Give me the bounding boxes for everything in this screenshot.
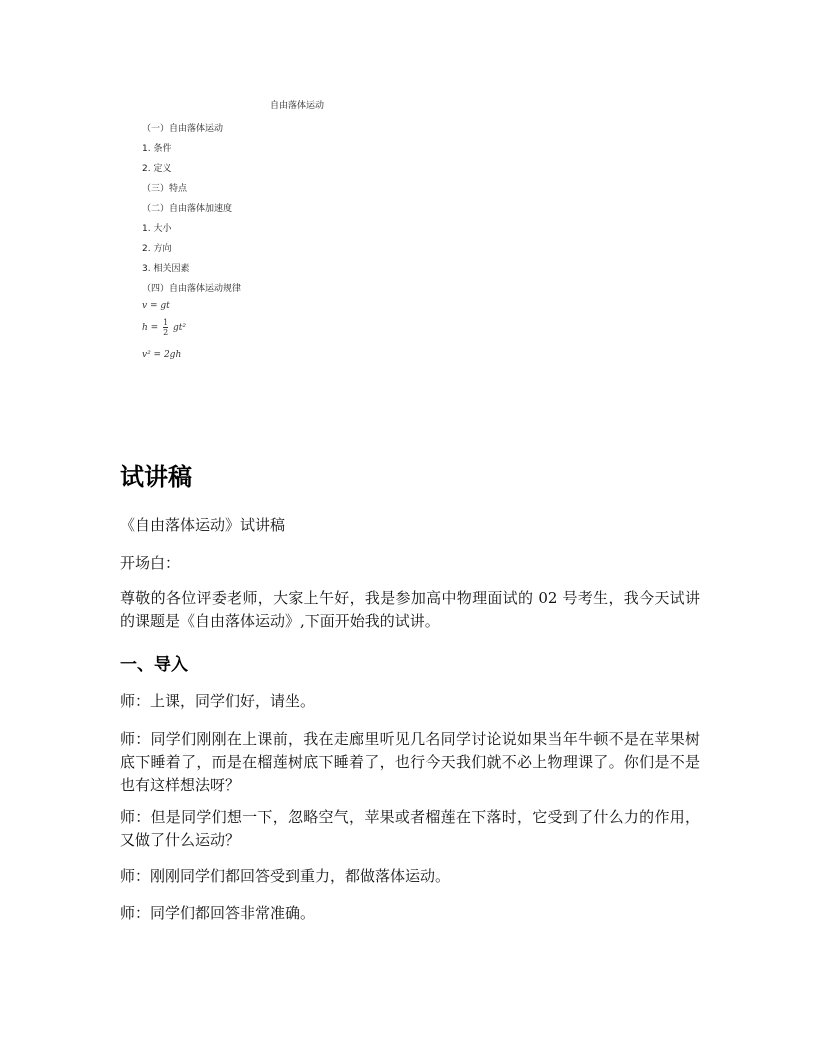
board-title: 自由落体运动 [270,101,325,111]
board-line: 2. 方向 [142,244,172,254]
board-line: 2. 定义 [142,164,172,174]
fraction [163,318,168,337]
formula-velocity: v = gt [142,301,170,311]
formula-part: gt² [173,323,187,333]
dialogue-paragraph: 师：上课，同学们好，请坐。 [120,692,316,710]
fraction-numerator: 1 [163,318,169,327]
dialogue-paragraph: 师：同学们都回答非常准确。 [120,904,316,922]
board-line: （三）特点 [142,184,188,194]
board-line: 3. 相关因素 [142,264,190,274]
opening-label: 开场白： [120,554,181,572]
dialogue-paragraph: 师：但是同学们想一下，忽略空气，苹果或者榴莲在下落时，它受到了什么力的作用，又做了什么运动？ [120,808,700,849]
formula-velocity-squared: v² = 2gh [142,350,182,360]
board-line: （一）自由落体运动 [142,124,224,134]
dialogue-paragraph: 师：刚刚同学们都回答受到重力，都做落体运动。 [120,867,451,885]
page-title: 试讲稿 [120,463,192,491]
formula-part: h = [142,323,159,333]
formula-displacement [142,318,186,337]
dialogue-paragraph: 师：同学们刚刚在上课前，我在走廊里听见几名同学讨论说如果当年牛顿不是在苹果树底下睡着了，而是在榴莲树底下睡着了，也行今天我们就不必上物理课了。你们是不是也有这样想法呀？ [120,730,700,794]
board-line: （四）自由落体运动规律 [142,284,242,294]
board-line: 1. 条件 [142,144,172,154]
section-heading: 一、导入 [120,655,188,675]
document-subtitle: 《自由落体运动》试讲稿 [120,516,286,534]
board-line: （二）自由落体加速度 [142,204,233,214]
intro-paragraph: 尊敬的各位评委老师，大家上午好，我是参加高中物理面试的 02 号考生，我今天试讲的课题是《自由落体运动》,下面开始我的试讲。 [120,589,700,630]
fraction-denominator: 2 [163,328,169,337]
board-line: 1. 大小 [142,224,172,234]
